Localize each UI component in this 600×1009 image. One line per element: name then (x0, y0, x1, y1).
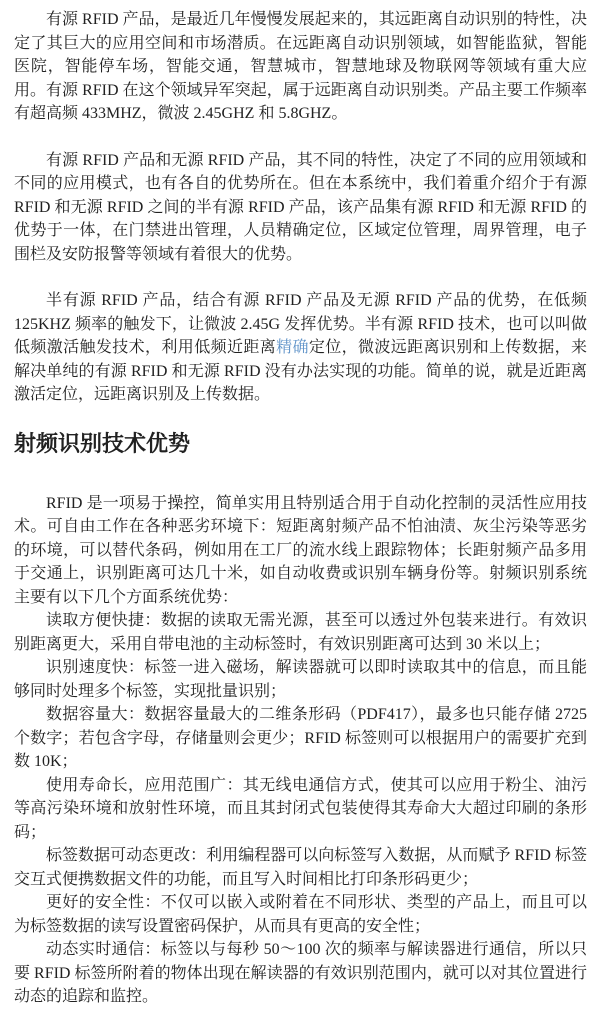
intro-paragraph-3 (14, 289, 587, 407)
advantages-intro-paragraph: RFID 是一项易于操控，简单实用且特别适合用于自动化控制的灵活性应用技术。可自由工作在各种恶劣环境下：短距离射频产品不怕油渍、灰尘污染等恶劣的环境，可以替代条码，例如用在工厂的流水线上跟踪物体；长距射频产品多用于交通上，识别距离可达几十米，如自动收费或识别车辆身份等。射频识别系统主要有以下几个方面系统优势： (14, 494, 587, 606)
advantage-item-data-capacity: 数据容量大：数据容量最大的二维条形码（PDF417），最多也只能存储 2725 个数字；若包含字母，存储量则会更少；RFID 标签则可以根据用户的需要扩充到数 10K； (14, 706, 587, 770)
advantage-item-realtime-communication: 动态实时通信：标签以与每秒 50～100 次的频率与解读器进行通信，所以只要 RFID 标签所附着的物体出现在解读器的有效识别范围内，就可以对其位置进行动态的追踪和监控。 (14, 941, 587, 1005)
advantage-item-read-convenience: 读取方便快捷：数据的读取无需光源，甚至可以透过外包装来进行。有效识别距离更大，采用自带电池的主动标签时，有效识别距离可达到 30 米以上； (14, 612, 587, 653)
intro-paragraph-2: 有源 RFID 产品和无源 RFID 产品，其不同的特性，决定了不同的应用领域和不同的应用模式，也有各自的优势所在。但在本系统中，我们着重介绍介于有源 RFID 和无源 RFID 之间的半有源 RFID 产品，该产品集有源 RFID 和无源 RFID 的优势于一体，在门禁进出管理，人员精确定位，区域定位管理，周界管理，电子围栏及安防报警等领域有着很大的优势。 (14, 151, 587, 263)
advantage-item-better-security: 更好的安全性：不仅可以嵌入或附着在不同形状、类型的产品上，而且可以为标签数据的读写设置密码保护，从而具有更高的安全性； (14, 894, 587, 935)
intro-paragraph-1: 有源 RFID 产品，是最近几年慢慢发展起来的，其远距离自动识别的特性，决定了其巨大的应用空间和市场潜质。在远距离自动识别领域，如智能监狱，智能医院，智能停车场，智能交通，智慧城市，智慧地球及物联网等领域有重大应用。有源 RFID 在这个领域异军突起，属于远距离自动识别类。产品主要工作频率有超高频 433MHZ，微波 2.45GHZ 和 5.8GHZ。 (14, 11, 587, 122)
advantage-item-long-lifespan: 使用寿命长，应用范围广：其无线电通信方式，使其可以应用于粉尘、油污等高污染环境和放射性环境，而且其封闭式包装使得其寿命大大超过印刷的条形码； (14, 776, 587, 841)
section-heading-rfid-advantages: 射频识别技术优势 (14, 430, 191, 456)
advantage-item-dynamic-tag-data: 标签数据可动态更改：利用编程器可以向标签写入数据，从而赋予 RFID 标签交互式便携数据文件的功能，而且写入时间相比打印条形码更少； (14, 847, 587, 888)
advantage-item-recognition-speed: 识别速度快：标签一进入磁场，解读器就可以即时读取其中的信息，而且能够同时处理多个标签，实现批量识别； (14, 659, 587, 700)
paragraph-3-text-before: 半有源 RFID 产品，结合有源 RFID 产品及无源 RFID 产品的优势，在低频 125KHZ 频率的触发下，让微波 2.45G 发挥优势。半有源 RFID 技术，也可以叫做低频激活触发技术，利用低频近距离 (14, 292, 587, 356)
paragraph-3-text-after: 定位，微波远距离识别和上传数据，来解决单纯的有源 RFID 和无源 RFID 没有办法实现的功能。简单的说，就是近距离激活定位，远距离识别及上传数据。 (14, 339, 587, 403)
jingque-text-link[interactable]: 精确 (276, 339, 309, 356)
